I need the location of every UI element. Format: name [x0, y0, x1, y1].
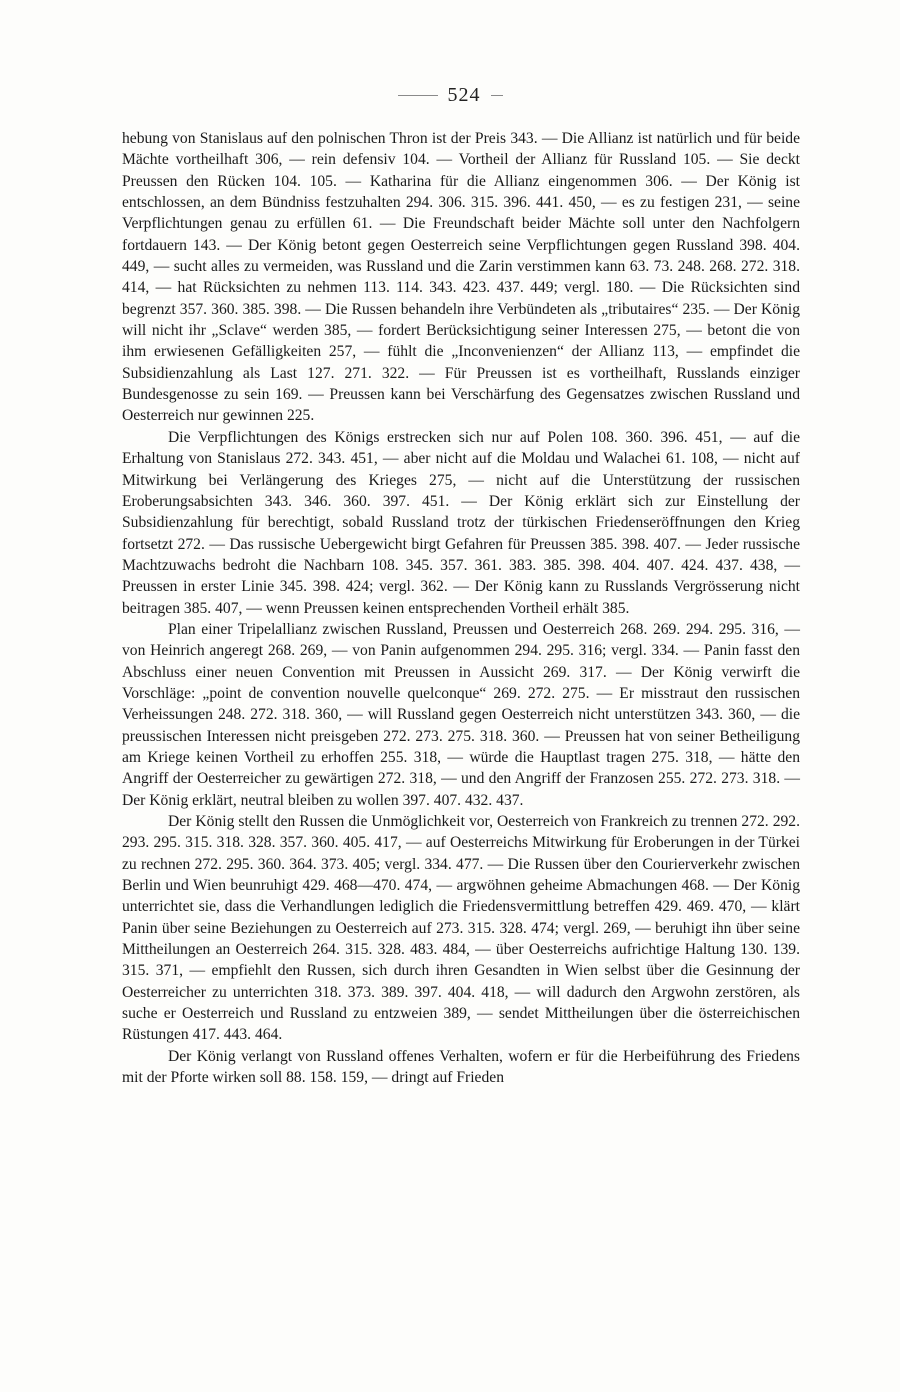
paragraph-obligations: Die Verpflichtungen des Königs erstrecken sich nur auf Polen 108. 360. 396. 451, — auf die Erhaltung von Stanislaus 272. 343. 451, — aber nicht auf die Moldau und Walachei 61. 108, — nicht auf Mitwirkung bei Verlängerung des Krieges 275, — nicht auf die Unterstützung der russischen Eroberungsabsichten 343. 346. 360. 397. 451. — Der König erklärt sich zur Einstellung der Subsidienzahlung für berechtigt, sobald Russland trotz der türkischen Friedenseröffnungen den Krieg fortsetzt 272. — Das russische Uebergewicht birgt Gefahren für Preussen 385. 398. 407. — Jeder russische Machtzuwachs bedroht die Nachbarn 108. 345. 357. 361. 383. 385. 398. 404. 407. 424. 437. 438, — Preussen in erster Linie 345. 398. 424; vergl. 362. — Der König kann zu Russlands Vergrösserung nicht beitragen 385. 407, — wenn Preussen keinen entsprechenden Vortheil erhält 385. [122, 428, 800, 617]
paragraph-triple-alliance: Plan einer Tripelallianz zwischen Russland, Preussen und Oesterreich 268. 269. 294. 295. 316, — von Heinrich angeregt 268. 269, — von Panin aufgenommen 294. 295. 316; vergl. 334. — Panin fasst den Abschluss einer neuen Convention mit Preussen in Aussicht 269. 317. — Der König verwirft die Vorschläge: „point de convention nouvelle quelconque“ 269. 272. 275. — Er misstraut den russischen Verheissungen 248. 272. 318. 360, — will Russland gegen Oesterreich nicht unterstützen 343. 360, — die preussischen Interessen nicht preisgeben 272. 273. 275. 318. 360. — Preussen hat von seiner Betheiligung am Kriege keinen Vortheil zu erhoffen 255. 318, — würde die Hauptlast tragen 275. 318, — hätte den Angriff der Oesterreicher zu gewärtigen 272. 318, — und den Angriff der Franzosen 255. 272. 273. 318. — Der König erklärt, neutral bleiben zu wollen 397. 407. 432. 437. [122, 620, 800, 809]
paragraph-open-conduct: Der König verlangt von Russland offenes Verhalten, wofern er für die Herbeiführung des Friedens mit der Pforte wirken soll 88. 158. 159, — dringt auf Frieden [122, 1047, 800, 1087]
paragraph-austria-france: Der König stellt den Russen die Unmöglichkeit vor, Oesterreich von Frankreich zu trennen 272. 292. 293. 295. 315. 318. 328. 357. 360. 405. 417, — auf Oesterreichs Mitwirkung für Eroberungen in der Türkei zu rechnen 272. 295. 360. 364. 373. 405; vergl. 334. 477. — Die Russen über den Courierverkehr zwischen Berlin und Wien beunruhigt 429. 468—470. 474, — argwöhnen geheime Abmachungen 468. — Der König unterrichtet sie, dass die Verhandlungen lediglich die Friedensvermittlung betreffen 429. 469. 470, — klärt Panin über seine Beziehungen zu Oesterreich auf 273. 315. 328. 474; vergl. 269, — beruhigt ihn über seine Mittheilungen an Oesterreich 264. 315. 328. 483. 484, — über Oesterreichs aufrichtige Haltung 130. 139. 315. 371, — empfiehlt den Russen, sich durch ihren Gesandten in Wien selbst über die Gesinnung der Oesterreicher zu unterrichten 318. 373. 389. 397. 404. 418, — will dadurch den Argwohn zerstören, als suche er Oesterreich und Russland zu entzweien 389, — sendet Mittheilungen über die österreichischen Rüstungen 417. 443. 464. [122, 813, 800, 1044]
header-rule-left [398, 95, 438, 96]
paragraph-continued: hebung von Stanislaus auf den polnischen Thron ist der Preis 343. — Die Allianz ist natürlich und für beide Mächte vortheilhaft 306, — rein defensiv 104. — Vortheil der Allianz für Russland 105. — Sie deckt Preussen den Rücken 104. 105. — Katharina für die Allianz eingenommen 306. — Der König ist entschlossen, an dem Bündniss festzuhalten 294. 306. 315. 396. 441. 450, — es zu festigen 231, — seine Verpflichtungen genau zu erfüllen 61. — Die Freundschaft beider Mächte soll unter den Nachfolgern fortdauern 143. — Der König betont gegen Oesterreich seine Verpflichtungen gegen Russland 398. 404. 449, — sucht alles zu vermeiden, was Russland und die Zarin verstimmen kann 63. 73. 248. 268. 272. 318. 414, — hat Rücksichten zu nehmen 113. 114. 343. 423. 437. 449; vergl. 180. — Die Rücksichten sind begrenzt 357. 360. 385. 398. — Die Russen behandeln ihre Verbündeten als „tributaires“ 235. — Der König will nicht ihr „Sclave“ werden 385, — fordert Berücksichtigung seiner Interessen 275, — betont die von ihm erwiesenen Gefälligkeiten 257, — fühlt die „Inconvenienzen“ der Allianz 113, — empfindet die Subsidienzahlung als Last 127. 271. 322. — Für Preussen ist es vortheilhaft, Russlands einziger Bundesgenosse zu sein 169. — Preussen kann bei Verschärfung des Gegensatzes zwischen Russland und Oesterreich nur gewinnen 225. [122, 130, 800, 425]
page-number: 524 [447, 84, 481, 106]
body-text [122, 128, 800, 1088]
header-rule-right [491, 95, 503, 96]
page-header [0, 84, 900, 107]
